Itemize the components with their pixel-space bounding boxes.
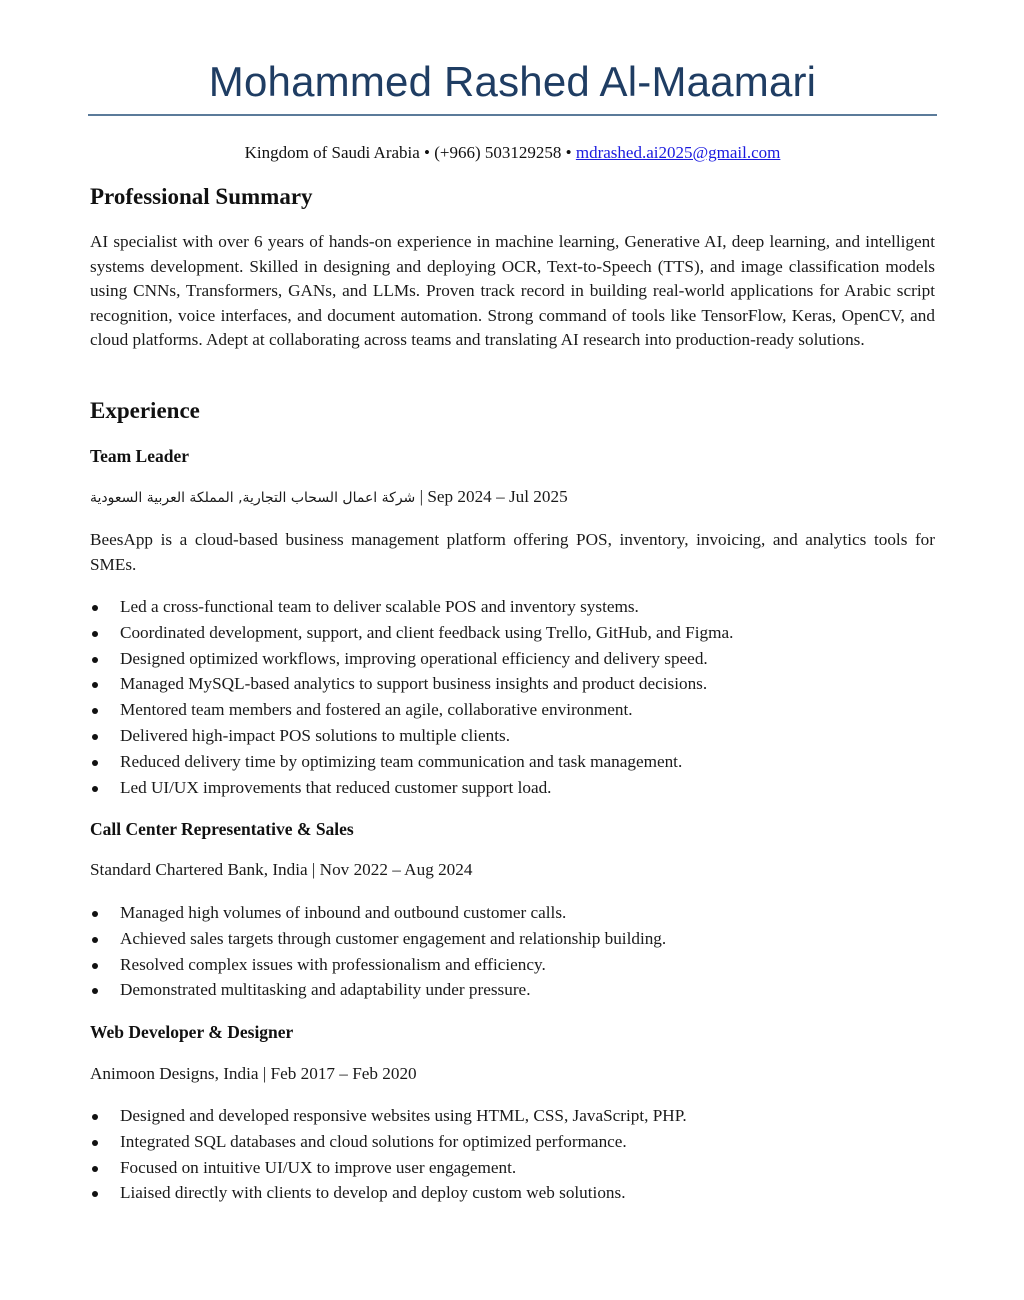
bullet-icon — [92, 605, 98, 611]
contact-line — [90, 142, 935, 164]
job-bullet: Managed MySQL-based analytics to support business insights and product decisions. — [90, 671, 935, 697]
contact-separator: • — [424, 143, 430, 162]
bullet-icon — [92, 786, 98, 792]
job-bullet: Managed high volumes of inbound and outbound customer calls. — [90, 900, 935, 926]
bullet-icon — [92, 937, 98, 943]
bullet-icon — [92, 911, 98, 917]
job-bullet-list — [90, 594, 935, 800]
job-meta — [90, 486, 568, 509]
job-bullet: Led UI/UX improvements that reduced customer support load. — [90, 775, 935, 801]
contact-email-link[interactable]: mdrashed.ai2025@gmail.com — [575, 143, 781, 162]
job-title: Call Center Representative & Sales — [90, 819, 354, 839]
contact-phone: (+966) 503129258 — [434, 143, 562, 162]
bullet-icon — [92, 734, 98, 740]
job-bullet: Delivered high-impact POS solutions to multiple clients. — [90, 723, 935, 749]
job-meta: Standard Chartered Bank, India | Nov 2022 – Aug 2024 — [90, 860, 473, 879]
job-bullet: Reduced delivery time by optimizing team communication and task management. — [90, 749, 935, 775]
job-bullet: Led a cross-functional team to deliver scalable POS and inventory systems. — [90, 594, 935, 620]
job-bullet: Demonstrated multitasking and adaptability under pressure. — [90, 977, 935, 1003]
summary-heading: Professional Summary — [90, 184, 313, 209]
job-company-arabic: شركة اعمال السحاب التجارية, المملكة العربية السعودية — [90, 490, 416, 506]
bullet-icon — [92, 631, 98, 637]
experience-heading: Experience — [90, 398, 200, 423]
job-bullet-list — [90, 900, 935, 1003]
summary-text: AI specialist with over 6 years of hands-on experience in machine learning, Generative AI, deep learning, and intelligent systems development. Skilled in designing and deploying OCR, Text-to-Speech (TTS), and image classification models using CNNs, Transformers, GANs, and LLMs. Proven track record in building real-world applications for Arabic script recognition, voice interfaces, and document automation. Strong command of tools like TensorFlow, Keras, OpenCV, and cloud platforms. Adept at collaborating across teams and translating AI research into production-ready solutions. — [90, 232, 935, 350]
header-divider — [88, 114, 937, 116]
job-bullet: Achieved sales targets through customer engagement and relationship building. — [90, 926, 935, 952]
candidate-name: Mohammed Rashed Al-Maamari — [208, 58, 817, 105]
job-title: Web Developer & Designer — [90, 1022, 294, 1042]
contact-location: Kingdom of Saudi Arabia — [244, 143, 420, 162]
job-bullet: Focused on intuitive UI/UX to improve user engagement. — [90, 1155, 935, 1181]
job-meta: Animoon Designs, India | Feb 2017 – Feb 2020 — [90, 1064, 417, 1083]
job-bullet: Designed and developed responsive websites using HTML, CSS, JavaScript, PHP. — [90, 1103, 935, 1129]
job-bullet: Integrated SQL databases and cloud solutions for optimized performance. — [90, 1129, 935, 1155]
job-title: Team Leader — [90, 446, 189, 466]
job-bullet: Coordinated development, support, and client feedback using Trello, GitHub, and Figma. — [90, 620, 935, 646]
job-dates: | Sep 2024 – Jul 2025 — [419, 487, 568, 506]
bullet-icon — [92, 708, 98, 714]
bullet-icon — [92, 657, 98, 663]
bullet-icon — [92, 988, 98, 994]
bullet-icon — [92, 1140, 98, 1146]
bullet-icon — [92, 1166, 98, 1172]
bullet-icon — [92, 963, 98, 969]
job-bullet: Liaised directly with clients to develop and deploy custom web solutions. — [90, 1180, 935, 1206]
job-bullet: Mentored team members and fostered an agile, collaborative environment. — [90, 697, 935, 723]
bullet-icon — [92, 1114, 98, 1120]
job-description: BeesApp is a cloud-based business management platform offering POS, inventory, invoicing, and analytics tools for SMEs. — [90, 530, 935, 574]
bullet-icon — [92, 682, 98, 688]
job-bullet: Designed optimized workflows, improving operational efficiency and delivery speed. — [90, 646, 935, 672]
bullet-icon — [92, 760, 98, 766]
job-bullet-list — [90, 1103, 935, 1206]
bullet-icon — [92, 1191, 98, 1197]
job-bullet: Resolved complex issues with professionalism and efficiency. — [90, 952, 935, 978]
contact-separator: • — [565, 143, 572, 162]
